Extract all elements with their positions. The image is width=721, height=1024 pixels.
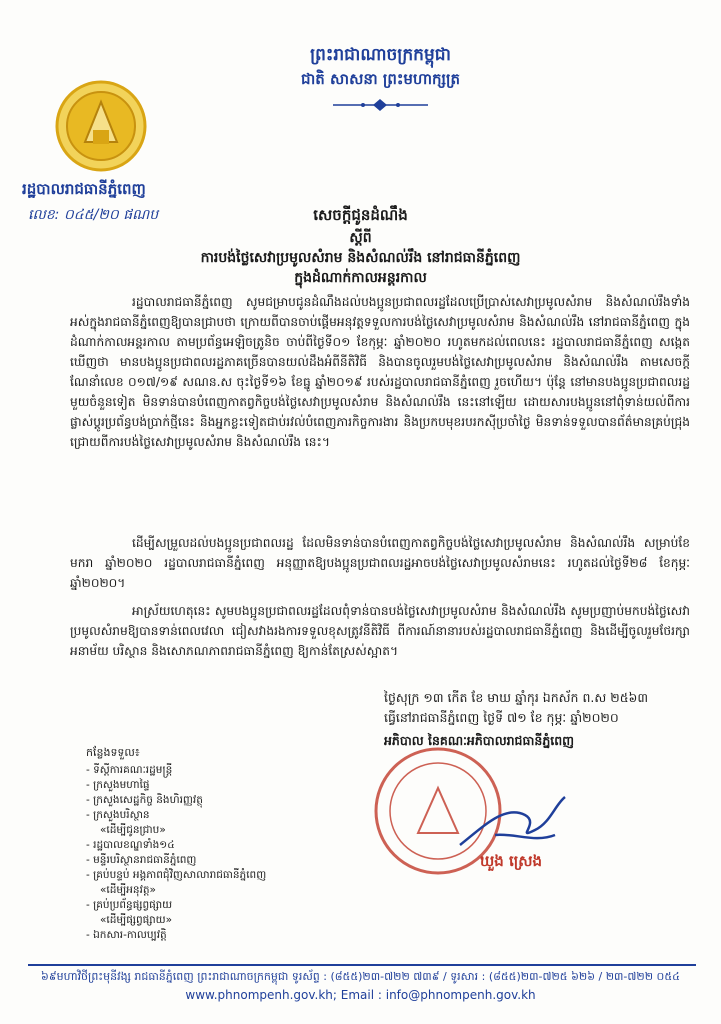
footer-divider: [28, 964, 696, 966]
notice-subject: ការបង់ថ្លៃសេវាប្រមូលសំរាម និងសំណល់រឹង នៅរាជធានីភ្នំពេញ: [200, 250, 521, 266]
body-paragraph-3: អាស្រ័យហេតុនេះ សូមបងប្អូនប្រជាពលរដ្ឋដែលពុំទាន់បានបង់ថ្លៃសេវាប្រមូលសំរាម និងសំណល់រឹង សូមប្រញាប់មកបង់ថ្លៃសេវាប្រមូលសំរាមឱ្យបានទាន់ពេលវេលា ជៀសវាងរងការទទួលខុសត្រូវនីតិវិធី ពីការណ៍នានារបស់រដ្ឋបាលរាជធានីភ្នំពេញ និងដើម្បីចូលរួមថែរក្សាអនាម័យ បរិស្ថាន និងសោភណភាពរាជធានីភ្នំពេញ ឱ្យកាន់តែស្រស់ស្អាត។: [70, 604, 690, 658]
recipient-note: «ដើម្បីអនុវត្ត»: [100, 884, 156, 896]
recipient-item: - ក្រសួងមហាផ្ទៃ: [86, 779, 150, 791]
handwritten-signature: [455, 785, 575, 855]
notice-subject-phase: ក្នុងដំណាក់កាលអន្តរកាល: [294, 270, 427, 286]
footer-address: ៦៩មហាវិថីព្រះមុនីវង្ស រាជធានីភ្នំពេញ ព្រះរាជាណាចក្រកម្ពុជា ទូរស័ព្ទ : (៨៥៥)២៣-៧២២ ៧៣៩ / ទូរសារ : (៨៥៥)២៣-៧២៥ ៦២៦ / ២៣-៧២២ ០៥៤: [41, 970, 680, 983]
recipient-item: - គ្រប់ប្រព័ន្ធផ្សព្វផ្សាយ: [86, 899, 173, 911]
city-seal-logo: [55, 80, 147, 172]
recipient-item: - រដ្ឋបាលខណ្ឌទាំង១៤: [86, 839, 175, 851]
recipient-note: «ដើម្បីជូនជ្រាប»: [100, 824, 166, 836]
signer-name: ឃួង ស្រេង: [480, 852, 543, 870]
recipients-list: [86, 763, 266, 943]
recipient-item: - ក្រសួងបរិស្ថាន: [86, 809, 150, 821]
body-paragraph-1: រដ្ឋបាលរាជធានីភ្នំពេញ សូមជម្រាបជូនដំណឹងដល់បងប្អូនប្រជាពលរដ្ឋដែលប្រើប្រាស់សេវាប្រមូលសំរាម និងសំណល់រឹងទាំងអស់ក្នុងរាជធានីភ្នំពេញឱ្យបានជ្រាបថា ក្រោយពីបានចាប់ផ្តើមអនុវត្តទទួលការបង់ថ្លៃសេវាប្រមូលសំរាម និងសំណល់រឹង នៅរាជធានីភ្នំពេញ ក្នុងដំណាក់កាលអន្តរកាល តាមប្រព័ន្ធអេឡិចត្រូនិច ចាប់ពីថ្ងៃទី០១ ខែកុម្ភៈ ឆ្នាំ២០២០ រហូតមកដល់ពេលនេះ រដ្ឋបាលរាជធានីភ្នំពេញ សង្កេតឃើញថា មានបងប្អូនប្រជាពលរដ្ឋភាគច្រើនបានយល់ដឹងអំពីនីតិវិធី និងបានចូលរួមបង់ថ្លៃសេវាប្រមូលសំរាម និងសំណល់រឹង តាមសេចក្តីណែនាំលេខ ០១៧/១៩ សណន.ស ចុះថ្ងៃទី១៦ ខែធ្នូ ឆ្នាំ២០១៩ របស់រដ្ឋបាលរាជធានីភ្នំពេញ រួចហើយ។ ប៉ុន្តែ នៅមានបងប្អូនប្រជាពលរដ្ឋមួយចំនួនទៀត មិនទាន់បានបំពេញកាតព្វកិច្ចបង់ថ្លៃសេវាប្រមូលសំរាម និងសំណល់រឹង នេះនៅឡើយ ដោយសារបងប្អូននៅពុំទាន់យល់ពីការផ្លាស់ប្តូរប្រព័ន្ធបង់ប្រាក់ថ្មីនេះ និងអ្នកខ្លះទៀតជាប់រវល់បំពេញភារកិច្ចការងារ និងប្រកបមុខរបរកស៊ីប្រចាំថ្ងៃ មិនទាន់ទទួលបានព័ត៌មានគ្រប់ជ្រុងជ្រោយពីការបង់ថ្លៃសេវាប្រមូលសំរាម និងសំណល់រឹង នេះ។: [70, 295, 690, 449]
recipient-item: - គ្រប់បន្ទប់ អង្គភាពជុំវិញសាលារាជធានីភ្នំពេញ: [86, 869, 267, 881]
solar-date: ធ្វើនៅរាជធានីភ្នំពេញ ថ្ងៃទី ៧១ ខែ កុម្ភៈ ឆ្នាំ២០២០: [384, 710, 619, 725]
recipient-item: - ឯកសារ-កាលប្បវត្តិ: [86, 929, 167, 941]
national-motto: ជាតិ សាសនា ព្រះមហាក្សត្រ: [301, 70, 460, 88]
kingdom-heading: ព្រះរាជាណាចក្រកម្ពុជា: [310, 45, 451, 65]
notice-subject-label: ស្តីពី: [349, 230, 372, 246]
recipient-note: «ដើម្បីផ្សព្វផ្សាយ»: [100, 914, 173, 926]
signer-title: អភិបាល នៃគណៈអភិបាលរាជធានីភ្នំពេញ: [384, 733, 575, 748]
body-paragraph-2: ដើម្បីសម្រួលដល់បងប្អូនប្រជាពលរដ្ឋ ដែលមិនទាន់បានបំពេញកាតព្វកិច្ចបង់ថ្លៃសេវាប្រមូលសំរាម និងសំណល់រឹង សម្រាប់ខែមករា ឆ្នាំ២០២០ រដ្ឋបាលរាជធានីភ្នំពេញ អនុញ្ញាតឱ្យបងប្អូនប្រជាពលរដ្ឋអាចបង់ថ្លៃសេវាប្រមូលសំរាមនេះ រហូតដល់ថ្ងៃទី២៨ ខែកុម្ភៈ ឆ្នាំ២០២០។: [70, 536, 690, 590]
recipients-title: កន្លែងទទួល៖: [86, 746, 140, 759]
lunar-date: ថ្ងៃសុក្រ ១៣ កើត ខែ មាឃ ឆ្នាំកុរ ឯកស័ក ព.ស ២៥៦៣: [384, 690, 649, 705]
administration-name: រដ្ឋបាលរាជធានីភ្នំពេញ: [22, 180, 146, 198]
notice-title: សេចក្តីជូនដំណឹង: [313, 206, 408, 224]
reference-number: លេខ: ០៤៥/២០ ផណប: [28, 207, 159, 223]
recipient-item: - មន្ទីរបរិស្ថានរាជធានីភ្នំពេញ: [86, 854, 197, 866]
recipient-item: - ទីស្តីការគណៈរដ្ឋមន្ត្រី: [86, 764, 173, 776]
recipient-item: - ក្រសួងសេដ្ឋកិច្ច និងហិរញ្ញវត្ថុ: [86, 794, 203, 806]
footer-website-email[interactable]: www.phnompenh.gov.kh; Email : info@phnompenh.gov.kh: [185, 988, 536, 1002]
ornament-divider: [333, 98, 428, 112]
